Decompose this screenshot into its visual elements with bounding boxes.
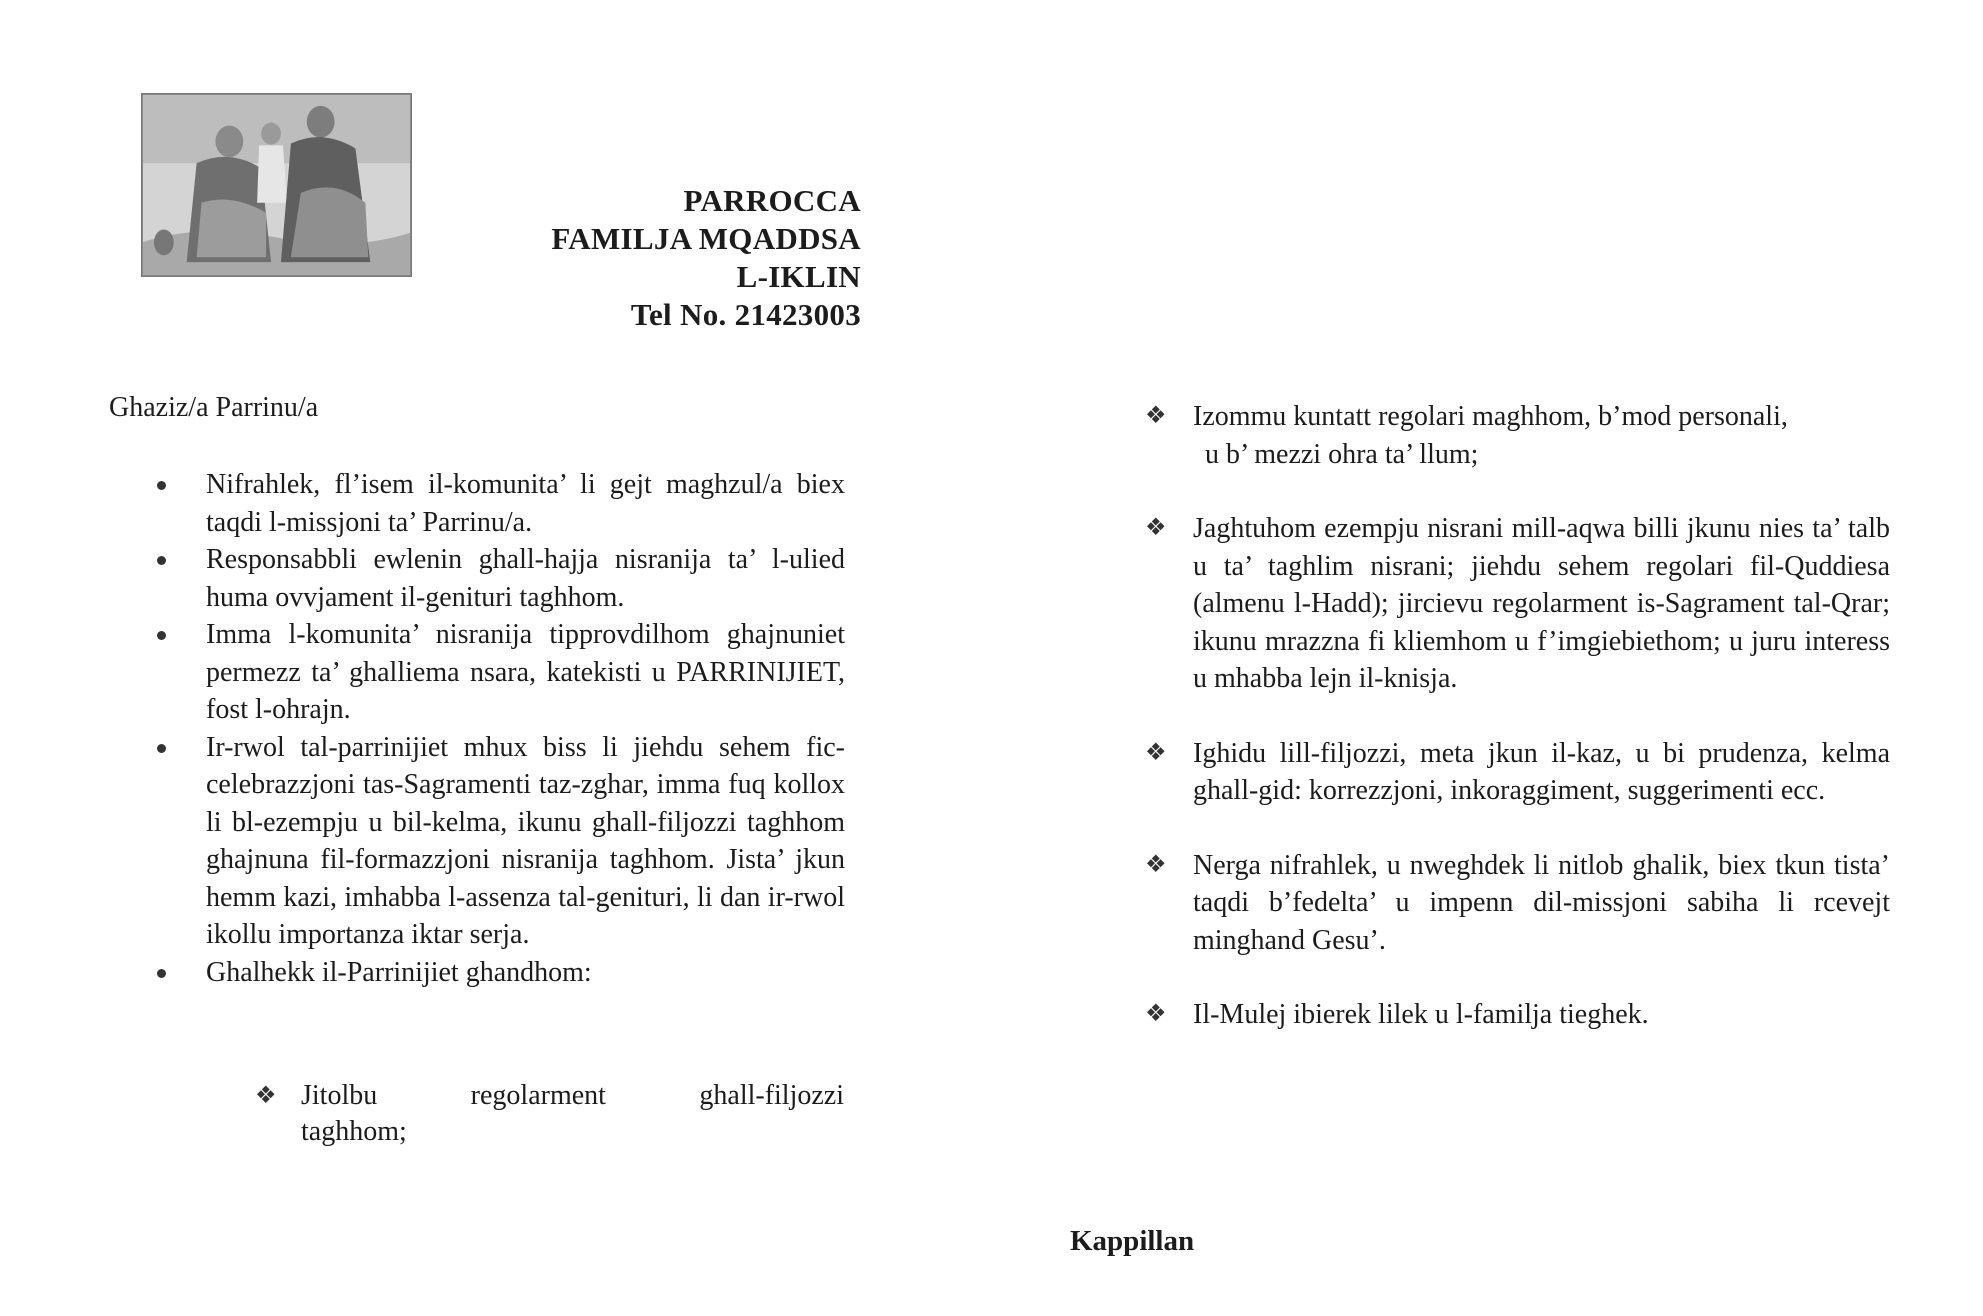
parish-header: [440, 182, 861, 334]
header-line-phone: Tel No. 21423003: [630, 297, 861, 332]
header-line-name: FAMILJA MQADDSA: [551, 221, 861, 256]
diamond-bullet-icon: ❖: [1145, 1001, 1167, 1027]
diamond-bullet-icon: ❖: [1145, 739, 1167, 766]
right-bullet-list: [1145, 398, 1890, 1071]
list-item: Responsabbli ewlenin ghall-hajja nisranija ta’ l-ulied huma ovvjament il-genituri taghhom.: [150, 541, 845, 616]
holy-family-icon: [142, 94, 411, 276]
list-item: Ir-rwol tal-parrinijiet mhux biss li jiehdu sehem fic-celebrazzjoni tas-Sagramenti taz-zghar, imma fuq kollox li bl-ezempju u bil-kelma, ikunu ghall-filjozzi taghhom ghajnuna fil-formazzjoni nisranija taghhom. Jista’ jkun hemm kazi, imhabba l-assenza tal-genituri, li dan ir-rwol ikollu importanza iktar serja.: [150, 729, 845, 954]
diamond-bullet-icon: ❖: [1145, 515, 1167, 541]
letter-page: PARROCCA FAMILJA MQADDSA L-IKLIN Tel No. 21423003 Ghaziz/a Parrinu/a Nifrahlek, fl’isem il-komunita’ li gejt maghzul/a biex taqdi l-missjoni ta’ Parrinu/a. Responsabbli ewlenin ghall-hajja nisranija ta’ l-ulied huma ovvjament il-genituri taghhom. Imma l-komunita’ nisranija tipprovdilhom ghajnuniet permezz ta’ ghalliema nsara, katekisti u PARRINIJIET, fost l-ohrajn. Ir-rwol tal-parrinijiet mhux biss li jiehdu sehem fic-celebrazzjoni tas-Sagramenti taz-zghar, imma fuq kollox li bl-ezempju u bil-kelma, ikunu ghall-filjozzi taghhom ghajnuna fil-formazzjoni nisranija taghhom. Jista’ jkun hemm kazi, imhabba l-assenza tal-genituri, li dan ir-rwol ikollu importanza iktar serja. Ghalhekk il-Parrinijiet ghandhom: ❖ Jitolbu regolarment ghall-filjozzi taghhom; ❖ Izommu kuntatt regolari maghhom, b’mod personali, u b’ mezzi ohra ta’ llum; ❖ Jaghtuhom ezempju nisrani mill-aqwa billi jkunu nies ta’ talb u ta’ taghlim nisrani; jiehdu sehem regolari fil-Quddiesa (almenu l-Hadd); jircievu regolarment is-Sagrament tal-Qrar; ikunu mrazzna fi kliemhom u f’imgiebiethom; u juru interess u mhabba lejn il-knisja. ❖ Ighidu lill-filjozzi, meta jkun il-kaz, u bi prudenza, kelma ghall-gid: korrezzjoni, inkoraggiment, suggerimenti ecc. ❖ Nerga nifrahlek, u nweghdek li nitlob ghalik, biex tkun tista’ taqdi b’fedelta’ u impenn dil-missjoni sabiha li rcevejt minghand Gesu’. ❖ Il-Mulej ibierek lilek u l-familja tieghek. Kappillan: [0, 0, 1983, 1316]
bullet-icon: [157, 969, 166, 978]
greeting: Ghaziz/a Parrinu/a: [109, 392, 319, 423]
diamond-bullet-icon: ❖: [255, 1083, 277, 1109]
bullet-icon: [157, 631, 166, 640]
list-item: ❖ Il-Mulej ibierek lilek u l-familja tieghek.: [1145, 996, 1890, 1034]
diamond-bullet-icon: ❖: [1145, 851, 1167, 878]
list-item: ❖ Izommu kuntatt regolari maghhom, b’mod personali, u b’ mezzi ohra ta’ llum;: [1145, 398, 1890, 473]
holy-family-image: [141, 93, 412, 277]
header-line-parish: PARROCCA: [683, 183, 861, 218]
list-item: Nifrahlek, fl’isem il-komunita’ li gejt maghzul/a biex taqdi l-missjoni ta’ Parrinu/a.: [150, 466, 845, 541]
list-item: ❖ Ighidu lill-filjozzi, meta jkun il-kaz, u bi prudenza, kelma ghall-gid: korrezzjoni, inkoraggiment, suggerimenti ecc.: [1145, 735, 1890, 810]
list-item: ❖ Jaghtuhom ezempju nisrani mill-aqwa billi jkunu nies ta’ talb u ta’ taghlim nisrani; jiehdu sehem regolari fil-Quddiesa (almenu l-Hadd); jircievu regolarment is-Sagrament tal-Qrar; ikunu mrazzna fi kliemhom u f’imgiebiethom; u juru interess u mhabba lejn il-knisja.: [1145, 510, 1890, 698]
header-line-place: L-IKLIN: [736, 259, 861, 294]
diamond-bullet-icon: ❖: [1145, 403, 1167, 429]
list-item: ❖ Nerga nifrahlek, u nweghdek li nitlob ghalik, biex tkun tista’ taqdi b’fedelta’ u impenn dil-missjoni sabiha li rcevejt minghand Gesu’.: [1145, 847, 1890, 960]
bullet-list: [150, 466, 845, 991]
bullet-icon: [157, 556, 166, 565]
list-item: Ghalhekk il-Parrinijiet ghandhom:: [150, 954, 845, 992]
signature: Kappillan: [1070, 1225, 1195, 1257]
bullet-icon: [157, 744, 166, 753]
list-item: Imma l-komunita’ nisranija tipprovdilhom ghajnuniet permezz ta’ ghalliema nsara, katekisti u PARRINIJIET, fost l-ohrajn.: [150, 616, 845, 729]
bullet-icon: [157, 481, 166, 490]
